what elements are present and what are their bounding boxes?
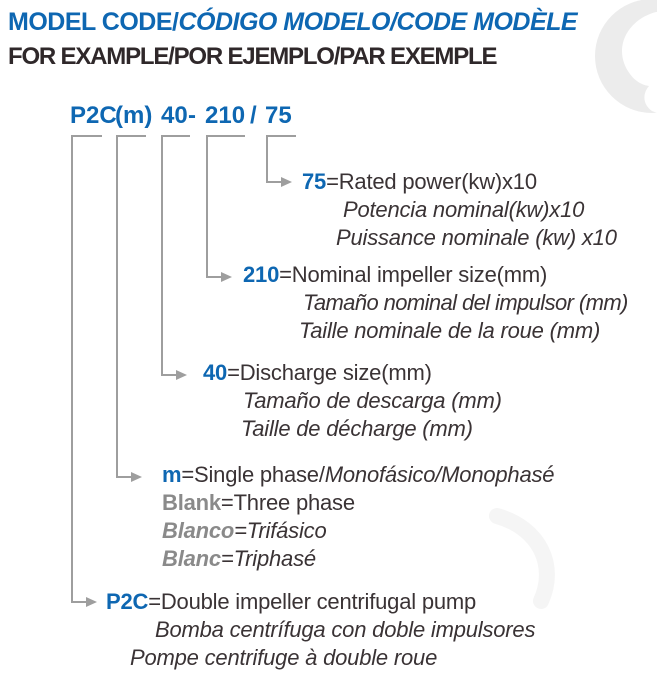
legend-phase-blank-es-desc: =Trifásico bbox=[234, 518, 327, 543]
legend-power-main bbox=[302, 168, 537, 196]
legend-power-en: =Rated power(kw)x10 bbox=[326, 169, 537, 194]
arrow-right-icon bbox=[221, 272, 232, 282]
legend-series-es: Bomba centrífuga con doble impulsores bbox=[155, 617, 536, 642]
legend-phase-blank-fr-desc: =Triphasé bbox=[220, 546, 316, 571]
legend-series-fr: Pompe centrifuge à double roue bbox=[130, 645, 438, 670]
legend-impeller-en: =Nominal impeller size(mm) bbox=[279, 262, 548, 287]
legend-impeller-main bbox=[243, 261, 547, 289]
connector-vertical-series bbox=[71, 135, 73, 603]
connector-horizontal-impeller bbox=[206, 276, 222, 278]
connector-vertical-impeller bbox=[206, 135, 208, 278]
arrow-right-icon bbox=[281, 177, 292, 187]
legend-impeller-code: 210 bbox=[243, 262, 280, 287]
connector-horizontal-phase bbox=[116, 476, 132, 478]
legend-phase-blank-en-label: Blank bbox=[162, 490, 221, 515]
model-code-discharge-size: 40 bbox=[161, 102, 188, 129]
legend-phase-en: =Single phase/ bbox=[181, 462, 325, 487]
legend-power-code: 75 bbox=[302, 169, 327, 194]
legend-phase-blank-en bbox=[162, 489, 355, 517]
connector-horizontal-series bbox=[71, 601, 87, 603]
page-title-translations: CÓDIGO MODELO/CODE MODÈLE bbox=[178, 8, 578, 36]
page-title-english: MODEL CODE/ bbox=[8, 8, 179, 36]
arrow-right-icon bbox=[176, 370, 187, 380]
bracket-top-impeller bbox=[206, 135, 245, 137]
model-code-phase-option: (m) bbox=[115, 102, 153, 129]
bracket-top-phase bbox=[116, 135, 146, 137]
model-code-rated-power: 75 bbox=[265, 102, 292, 129]
bracket-top-series bbox=[71, 135, 102, 137]
legend-phase-blank-en-desc: =Three phase bbox=[220, 490, 355, 515]
legend-phase-blank-fr-label: Blanc bbox=[162, 546, 221, 571]
legend-power-es: Potencia nominal(kw)x10 bbox=[343, 197, 585, 222]
page-subtitle: FOR EXAMPLE/POR EJEMPLO/PAR EXEMPLE bbox=[8, 43, 497, 70]
legend-power-fr: Puissance nominale (kw) x10 bbox=[336, 225, 617, 250]
bracket-top-power bbox=[266, 135, 296, 137]
connector-vertical-phase bbox=[116, 135, 118, 478]
model-code-dash: - bbox=[188, 102, 196, 129]
connector-horizontal-discharge bbox=[161, 374, 177, 376]
legend-series-en: =Double impeller centrifugal pump bbox=[148, 589, 477, 614]
connector-vertical-power bbox=[266, 135, 268, 183]
legend-discharge-main bbox=[203, 359, 432, 387]
legend-series-main bbox=[106, 588, 476, 616]
connector-vertical-discharge bbox=[161, 135, 163, 376]
legend-discharge-code: 40 bbox=[203, 360, 228, 385]
page-title bbox=[8, 6, 577, 38]
model-code-series: P2C bbox=[70, 102, 117, 129]
legend-phase-blank-es-label: Blanco bbox=[162, 518, 235, 543]
legend-phase-blank-es bbox=[162, 517, 327, 545]
legend-phase-main bbox=[162, 461, 554, 489]
legend-impeller-es: Tamaño nominal del impulsor (mm) bbox=[303, 290, 628, 315]
bracket-top-discharge bbox=[161, 135, 190, 137]
legend-discharge-es: Tamaño de descarga (mm) bbox=[243, 388, 502, 413]
arrow-right-icon bbox=[131, 472, 142, 482]
legend-phase-code: m bbox=[162, 462, 182, 487]
connector-horizontal-power bbox=[266, 181, 282, 183]
legend-series-code: P2C bbox=[106, 589, 149, 614]
legend-phase-intl: Monofásico/Monophasé bbox=[324, 462, 555, 487]
legend-impeller-fr: Taille nominale de la roue (mm) bbox=[299, 318, 601, 343]
legend-discharge-en: =Discharge size(mm) bbox=[227, 360, 432, 385]
model-code-slash: / bbox=[250, 102, 257, 129]
legend-discharge-fr: Taille de décharge (mm) bbox=[241, 416, 473, 441]
arrow-right-icon bbox=[86, 597, 97, 607]
model-code-impeller-size: 210 bbox=[205, 102, 246, 129]
legend-phase-blank-fr bbox=[162, 545, 316, 573]
